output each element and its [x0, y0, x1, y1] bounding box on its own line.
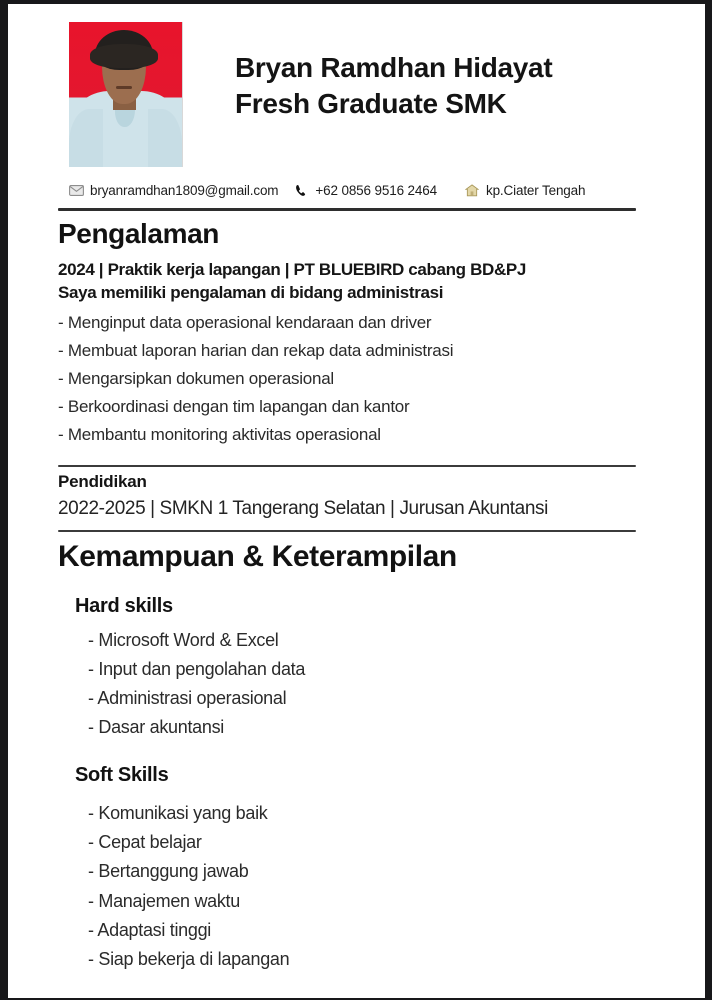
skills-section: [58, 540, 705, 975]
experience-bullet: - Mengarsipkan dokumen operasional: [58, 368, 334, 388]
experience-entry-summary: Saya memiliki pengalaman di bidang administrasi: [58, 282, 444, 302]
hard-skills-list: [75, 626, 705, 743]
envelope-icon: [69, 184, 84, 197]
experience-bullet-list: [58, 309, 705, 449]
photo-shoulder-right: [148, 109, 182, 167]
soft-skill-item: - Siap bekerja di lapangan: [88, 948, 290, 969]
resume-header: [8, 4, 705, 167]
hard-skills-group: [75, 595, 705, 743]
contact-phone-text: +62 0856 9516 2464: [315, 183, 437, 198]
photo-hair: [95, 30, 153, 70]
photo-shoulder-left: [69, 109, 103, 167]
soft-skill-item: - Manajemen waktu: [88, 890, 240, 911]
contact-row: [69, 183, 705, 198]
contact-address[interactable]: [465, 183, 585, 198]
experience-bullet: - Berkoordinasi dengan tim lapangan dan kantor: [58, 396, 410, 416]
contact-address-text: kp.Ciater Tengah: [485, 183, 586, 198]
name-block: [235, 50, 552, 122]
experience-bullet: - Membantu monitoring aktivitas operasional: [58, 424, 381, 444]
soft-skill-item: - Adaptasi tinggi: [88, 919, 211, 940]
resume-page: [8, 4, 705, 998]
soft-skill-item: - Cepat belajar: [88, 832, 202, 853]
soft-skills-list: [75, 799, 705, 974]
experience-section: [58, 219, 705, 449]
divider-under-education: [58, 530, 636, 532]
profile-photo: [69, 22, 182, 167]
soft-skill-item: - Komunikasi yang baik: [88, 803, 268, 824]
hard-skill-item: - Administrasi operasional: [88, 687, 287, 708]
portrait-image: [69, 22, 182, 167]
contact-email-text: bryanramdhan1809@gmail.com: [90, 183, 279, 198]
house-icon: [465, 184, 480, 197]
education-section: [58, 472, 705, 522]
experience-heading: Pengalaman: [58, 218, 219, 249]
experience-bullet: - Menginput data operasional kendaraan dan driver: [58, 312, 432, 332]
candidate-name: Bryan Ramdhan Hidayat: [235, 52, 553, 83]
education-entry: 2022-2025 | SMKN 1 Tangerang Selatan | Jurusan Akuntansi: [58, 497, 548, 519]
contact-email[interactable]: [69, 183, 278, 198]
hard-skills-heading: Hard skills: [75, 594, 173, 617]
soft-skills-group: [75, 764, 705, 974]
hard-skill-item: - Microsoft Word & Excel: [88, 629, 279, 650]
divider-above-education: [58, 465, 636, 467]
divider-under-contact: [58, 208, 636, 211]
soft-skill-item: - Bertanggung jawab: [88, 861, 249, 882]
candidate-subtitle: Fresh Graduate SMK: [235, 87, 507, 119]
education-heading: Pendidikan: [58, 471, 147, 491]
experience-entry-title: 2024 | Praktik kerja lapangan | PT BLUEBIRD cabang BD&PJ: [58, 259, 526, 279]
experience-bullet: - Membuat laporan harian dan rekap data administrasi: [58, 340, 454, 360]
phone-icon: [294, 184, 309, 197]
hard-skill-item: - Dasar akuntansi: [88, 717, 224, 738]
contact-phone[interactable]: [294, 183, 437, 198]
hard-skill-item: - Input dan pengolahan data: [88, 658, 306, 679]
skills-heading: Kemampuan & Keterampilan: [58, 539, 457, 573]
soft-skills-heading: Soft Skills: [75, 764, 169, 787]
